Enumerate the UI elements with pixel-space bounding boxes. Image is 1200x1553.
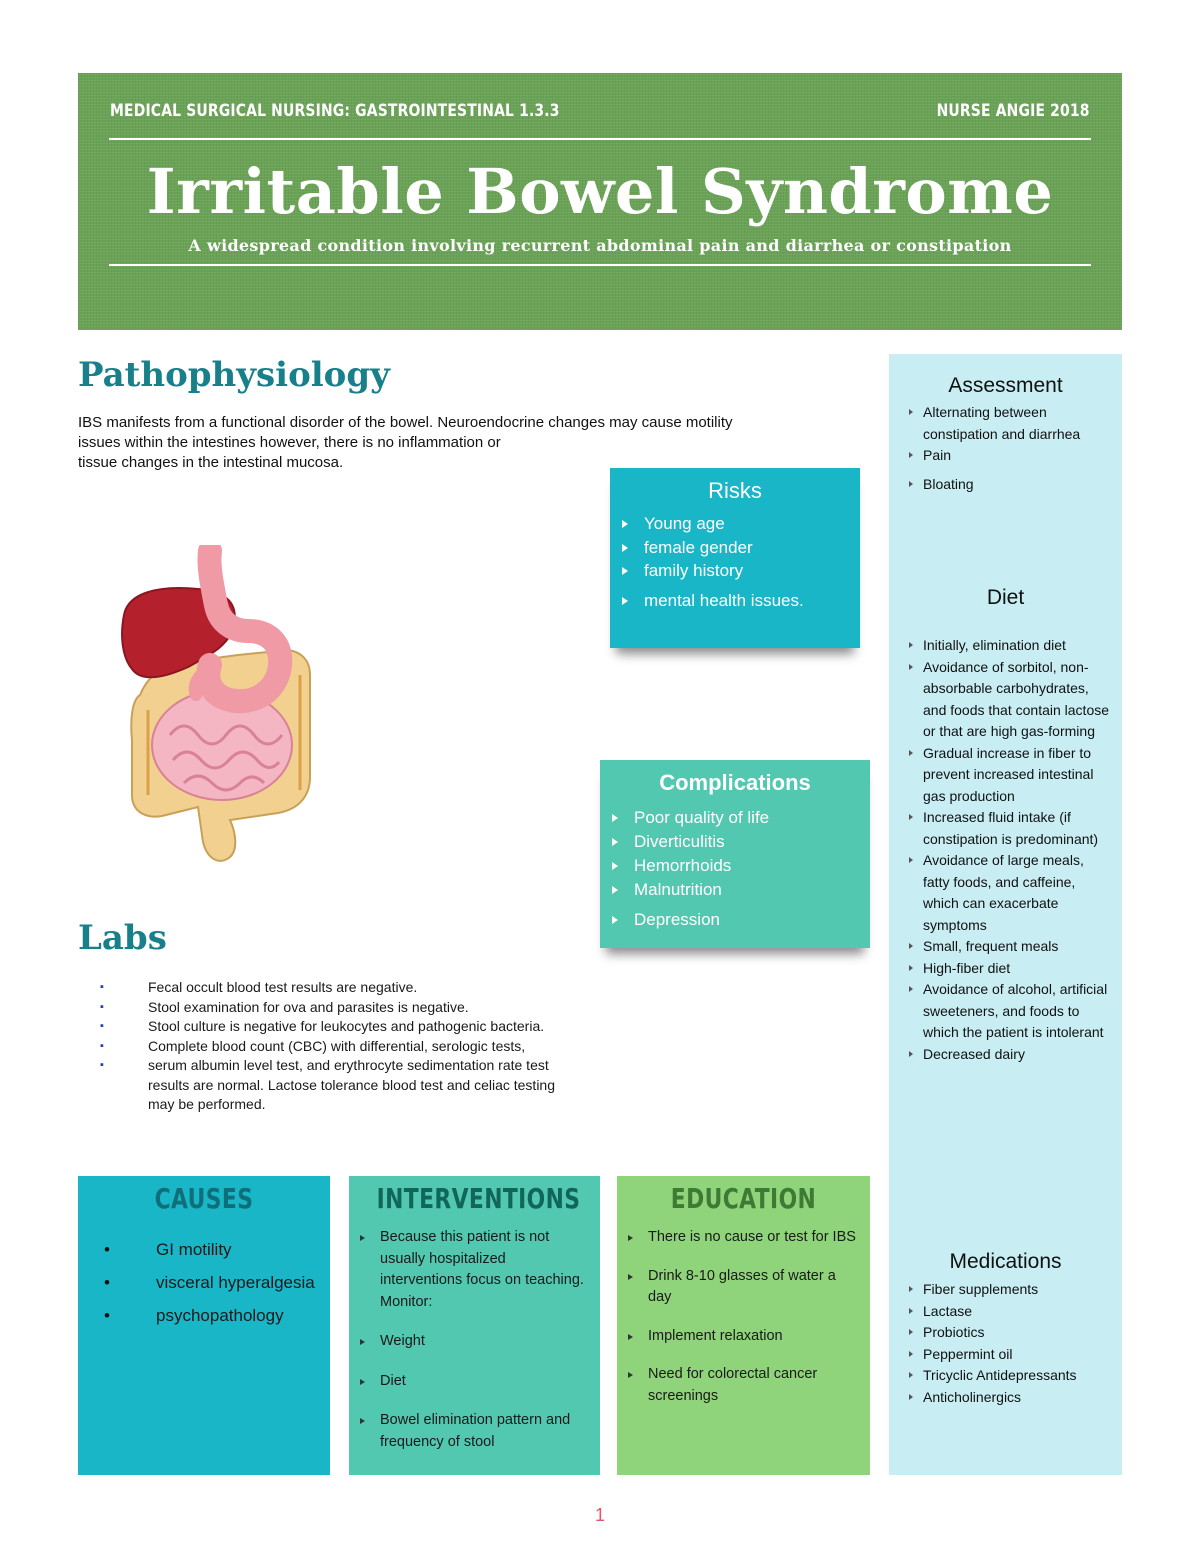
pathophysiology-line: tissue changes in the intestinal mucosa.: [78, 454, 344, 471]
list-item: ▪ Complete blood count (CBC) with differential, serologic tests,: [100, 1037, 580, 1057]
list-item: Because this patient is not usually hospitalized interventions focus on teaching. Monitor:: [349, 1227, 600, 1313]
list-item: Alternating between constipation and diarrhea: [889, 402, 1122, 445]
list-item: female gender: [610, 536, 860, 560]
list-item: ▪ serum albumin level test, and erythrocyte sedimentation rate test results are normal. Lactose tolerance blood test and celiac testing may be performed.: [100, 1056, 580, 1115]
author-label: NURSE ANGIE 2018: [936, 101, 1090, 121]
list-item: Avoidance of alcohol, artificial sweeteners, and foods to which the patient is intolerant: [889, 979, 1122, 1044]
list-item: Pain: [889, 445, 1122, 467]
diet-title: Diet: [986, 586, 1025, 609]
education-list: [617, 1227, 870, 1407]
list-item: Poor quality of life: [600, 806, 870, 830]
list-item: • psychopathology: [78, 1299, 330, 1332]
list-item: Bowel elimination pattern and frequency of stool: [349, 1410, 600, 1453]
labs-list: [100, 978, 580, 1115]
header-banner: [78, 73, 1122, 330]
causes-box: [78, 1176, 330, 1475]
list-item: Weight: [349, 1331, 600, 1353]
causes-title: CAUSES: [154, 1182, 254, 1215]
list-item: Probiotics: [889, 1322, 1122, 1344]
list-item: Young age: [610, 512, 860, 536]
list-item: There is no cause or test for IBS: [617, 1227, 870, 1249]
list-item: Small, frequent meals: [889, 936, 1122, 958]
causes-list: [78, 1233, 330, 1332]
labs-heading: Labs: [78, 918, 167, 958]
risks-title: Risks: [708, 478, 762, 503]
list-item: Diet: [349, 1371, 600, 1393]
complications-title: Complications: [659, 770, 811, 795]
interventions-title: INTERVENTIONS: [376, 1182, 581, 1215]
list-item: Drink 8-10 glasses of water a day: [617, 1266, 870, 1309]
list-item: Gradual increase in fiber to prevent increased intestinal gas production: [889, 743, 1122, 808]
pathophysiology-line: IBS manifests from a functional disorder of the bowel. Neuroendocrine changes may cause motility: [78, 414, 733, 431]
list-item: Avoidance of large meals, fatty foods, and caffeine, which can exacerbate symptoms: [889, 850, 1122, 936]
interventions-box: [349, 1176, 600, 1475]
list-item: Fiber supplements: [889, 1279, 1122, 1301]
list-item: Diverticulitis: [600, 830, 870, 854]
list-item: family history: [610, 559, 860, 583]
list-item: Bloating: [889, 474, 1122, 496]
list-item: Anticholinergics: [889, 1387, 1122, 1409]
list-item: ▪ Stool examination for ova and parasites is negative.: [100, 998, 580, 1018]
pathophysiology-line: issues within the intestines however, there is no inflammation or: [78, 434, 501, 451]
list-item: Lactase: [889, 1301, 1122, 1323]
header-divider-top: [109, 138, 1091, 140]
list-item: Implement relaxation: [617, 1326, 870, 1348]
assessment-title: Assessment: [948, 374, 1063, 397]
list-item: High-fiber diet: [889, 958, 1122, 980]
medications-list: [889, 1279, 1122, 1408]
pathophysiology-heading: Pathophysiology: [78, 355, 390, 395]
risks-list: [610, 512, 860, 612]
list-item: Initially, elimination diet: [889, 635, 1122, 657]
medications-title: Medications: [949, 1250, 1062, 1273]
list-item: mental health issues.: [610, 589, 860, 613]
sidebar-panel: [889, 354, 1122, 1475]
list-item: Malnutrition: [600, 878, 870, 902]
education-box: [617, 1176, 870, 1475]
list-item: Depression: [600, 908, 870, 932]
list-item: Need for colorectal cancer screenings: [617, 1364, 870, 1407]
list-item: Peppermint oil: [889, 1344, 1122, 1366]
page-title: Irritable Bowel Syndrome: [146, 155, 1054, 228]
assessment-list: [889, 402, 1122, 495]
list-item: Avoidance of sorbitol, non-absorbable carbohydrates, and foods that contain lactose or that are high gas-forming: [889, 657, 1122, 743]
complications-list: [600, 806, 870, 932]
complications-card: [600, 760, 870, 948]
interventions-list: [349, 1227, 600, 1453]
header-divider-bottom: [109, 264, 1091, 266]
digestive-system-illustration: [118, 545, 328, 875]
page-number: 1: [594, 1505, 605, 1525]
list-item: Increased fluid intake (if constipation is predominant): [889, 807, 1122, 850]
pathophysiology-text: [78, 413, 838, 473]
page-subtitle: A widespread condition involving recurrent abdominal pain and diarrhea or constipation: [188, 236, 1012, 255]
list-item: ▪ Fecal occult blood test results are negative.: [100, 978, 580, 998]
list-item: • GI motility: [78, 1233, 330, 1266]
course-label: MEDICAL SURGICAL NURSING: GASTROINTESTINAL 1.3.3: [110, 101, 560, 121]
list-item: Tricyclic Antidepressants: [889, 1365, 1122, 1387]
list-item: Hemorrhoids: [600, 854, 870, 878]
list-item: • visceral hyperalgesia: [78, 1266, 330, 1299]
diet-list: [889, 635, 1122, 1065]
list-item: Decreased dairy: [889, 1044, 1122, 1066]
risks-card: [610, 468, 860, 648]
education-title: EDUCATION: [670, 1182, 817, 1215]
list-item: ▪ Stool culture is negative for leukocytes and pathogenic bacteria.: [100, 1017, 580, 1037]
